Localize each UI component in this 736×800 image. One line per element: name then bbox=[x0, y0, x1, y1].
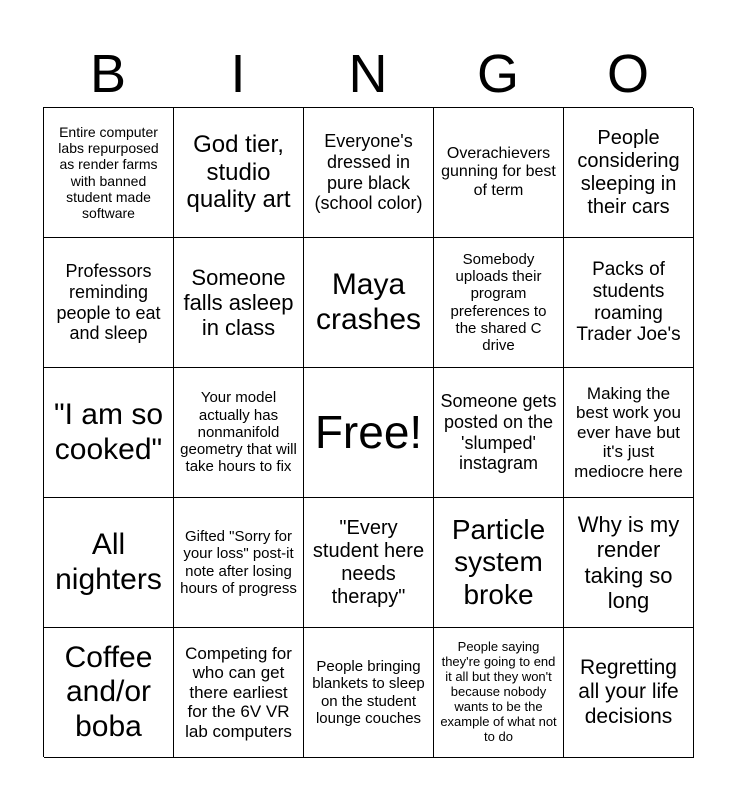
bingo-cell[interactable]: Professors reminding people to eat and sleep bbox=[44, 238, 174, 368]
bingo-cell[interactable]: Making the best work you ever have but it's just mediocre here bbox=[564, 368, 694, 498]
header-letter-o: O bbox=[606, 44, 649, 104]
header-letter-b: B bbox=[89, 44, 127, 104]
bingo-header bbox=[43, 40, 693, 108]
bingo-cell[interactable]: All nighters bbox=[44, 498, 174, 628]
bingo-cell[interactable]: Packs of students roaming Trader Joe's bbox=[564, 238, 694, 368]
bingo-cell[interactable]: People bringing blankets to sleep on the student lounge couches bbox=[304, 628, 434, 758]
bingo-cell[interactable]: Gifted "Sorry for your loss" post-it note after losing hours of progress bbox=[174, 498, 304, 628]
bingo-cell[interactable]: "I am so cooked" bbox=[44, 368, 174, 498]
header-letter-n: N bbox=[348, 44, 388, 104]
bingo-cell[interactable]: Maya crashes bbox=[304, 238, 434, 368]
bingo-cell[interactable]: Someone falls asleep in class bbox=[174, 238, 304, 368]
bingo-cell[interactable]: Someone gets posted on the 'slumped' instagram bbox=[434, 368, 564, 498]
bingo-cell[interactable]: Your model actually has nonmanifold geometry that will take hours to fix bbox=[174, 368, 304, 498]
free-space-cell[interactable]: Free! bbox=[304, 368, 434, 498]
bingo-cell[interactable]: People saying they're going to end it all but they won't because nobody wants to be the example of what not to do bbox=[434, 628, 564, 758]
header-letter-i: I bbox=[230, 44, 246, 104]
bingo-board bbox=[43, 107, 693, 757]
header-letter-g: G bbox=[476, 44, 519, 104]
bingo-cell[interactable]: Why is my render taking so long bbox=[564, 498, 694, 628]
bingo-cell[interactable]: Particle system broke bbox=[434, 498, 564, 628]
bingo-cell[interactable]: Somebody uploads their program preferences to the shared C drive bbox=[434, 238, 564, 368]
bingo-cell[interactable]: "Every student here needs therapy" bbox=[304, 498, 434, 628]
bingo-cell[interactable]: People considering sleeping in their cars bbox=[564, 108, 694, 238]
bingo-cell[interactable]: Overachievers gunning for best of term bbox=[434, 108, 564, 238]
bingo-cell[interactable]: Regretting all your life decisions bbox=[564, 628, 694, 758]
bingo-cell[interactable]: Everyone's dressed in pure black (school color) bbox=[304, 108, 434, 238]
bingo-cell[interactable]: God tier, studio quality art bbox=[174, 108, 304, 238]
bingo-cell[interactable]: Entire computer labs repurposed as render farms with banned student made software bbox=[44, 108, 174, 238]
bingo-cell[interactable]: Competing for who can get there earliest for the 6V VR lab computers bbox=[174, 628, 304, 758]
bingo-cell[interactable]: Coffee and/or boba bbox=[44, 628, 174, 758]
